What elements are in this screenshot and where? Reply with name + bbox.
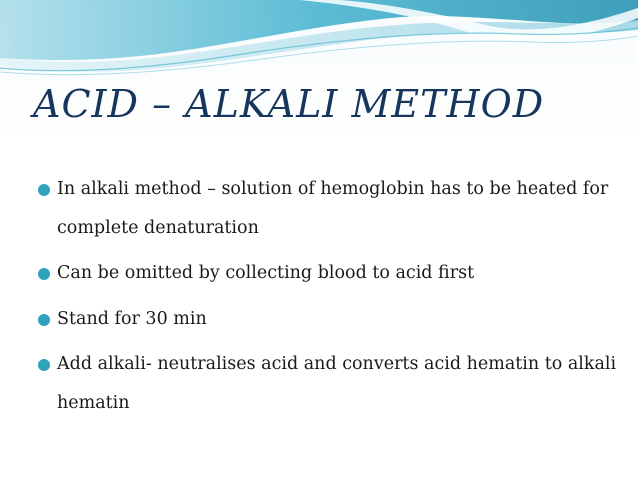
bullet-text: Add alkali- neutralises acid and converts acid hematin to alkali hematin: [57, 354, 617, 413]
bullet-text: In alkali method – solution of hemoglobin has to be heated for complete denaturation: [57, 179, 609, 238]
round-bullet-icon: [38, 314, 50, 326]
bullet-text: Can be omitted by collecting blood to acid first: [57, 263, 475, 283]
bullet-item: [38, 170, 618, 247]
round-bullet-icon: [38, 359, 50, 371]
round-bullet-icon: [38, 268, 50, 280]
bullet-item: [38, 345, 618, 422]
slide-title: ACID – ALKALI METHOD: [33, 82, 545, 126]
round-bullet-icon: [38, 184, 50, 196]
header-wave-decoration: [0, 0, 638, 90]
bullet-list: [38, 170, 618, 429]
bullet-item: [38, 254, 618, 293]
bullet-text: Stand for 30 min: [57, 308, 207, 329]
bullet-item: [38, 300, 618, 339]
